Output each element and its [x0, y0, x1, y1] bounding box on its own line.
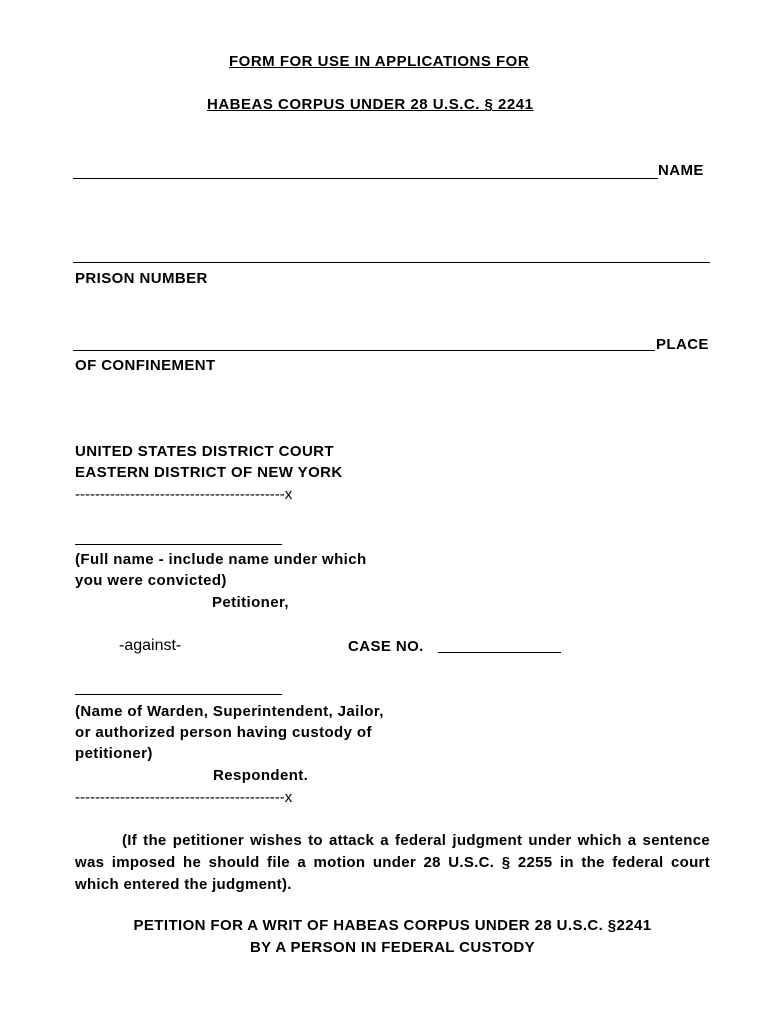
- petition-title-line1: PETITION FOR A WRIT OF HABEAS CORPUS UNDER 28 U.S.C. §2241: [133, 917, 652, 934]
- case-no-input-line[interactable]: [438, 652, 561, 653]
- respondent-hint-line1: (Name of Warden, Superintendent, Jailor,: [75, 703, 384, 720]
- respondent-name-input-line[interactable]: [75, 694, 282, 695]
- respondent-hint-line2: or authorized person having custody of: [75, 724, 372, 741]
- confinement-label: OF CONFINEMENT: [75, 357, 216, 374]
- respondent-role: Respondent.: [213, 767, 309, 784]
- petitioner-hint-line1: (Full name - include name under which: [75, 551, 367, 568]
- petition-title-line2: BY A PERSON IN FEDERAL CUSTODY: [249, 939, 536, 956]
- form-title-line1: FORM FOR USE IN APPLICATIONS FOR: [229, 53, 530, 70]
- case-no-label: CASE NO.: [348, 638, 424, 655]
- petitioner-role: Petitioner,: [212, 594, 289, 611]
- form-title-line2: HABEAS CORPUS UNDER 28 U.S.C. § 2241: [207, 96, 534, 113]
- prison-number-label: PRISON NUMBER: [75, 270, 208, 287]
- court-name: UNITED STATES DISTRICT COURT: [75, 443, 334, 460]
- court-district: EASTERN DISTRICT OF NEW YORK: [75, 464, 343, 481]
- against-label: -against-: [119, 637, 182, 654]
- name-input-line[interactable]: [73, 178, 658, 179]
- petitioner-name-input-line[interactable]: [75, 544, 282, 545]
- instruction-note: (If the petitioner wishes to attack a federal judgment under which a sentence was imposed he should file a motion under 28 U.S.C. § 2255 in the federal court which entered the judgment).: [75, 832, 710, 893]
- place-input-line[interactable]: [73, 350, 655, 351]
- prison-number-input-line[interactable]: [73, 262, 710, 263]
- respondent-hint-line3: petitioner): [75, 745, 153, 762]
- caption-divider-top: ------------------------------------------x: [75, 486, 293, 503]
- name-label: NAME: [658, 162, 704, 179]
- petitioner-hint-line2: you were convicted): [75, 572, 227, 589]
- caption-divider-bottom: ------------------------------------------x: [75, 789, 293, 806]
- place-label: PLACE: [656, 336, 709, 353]
